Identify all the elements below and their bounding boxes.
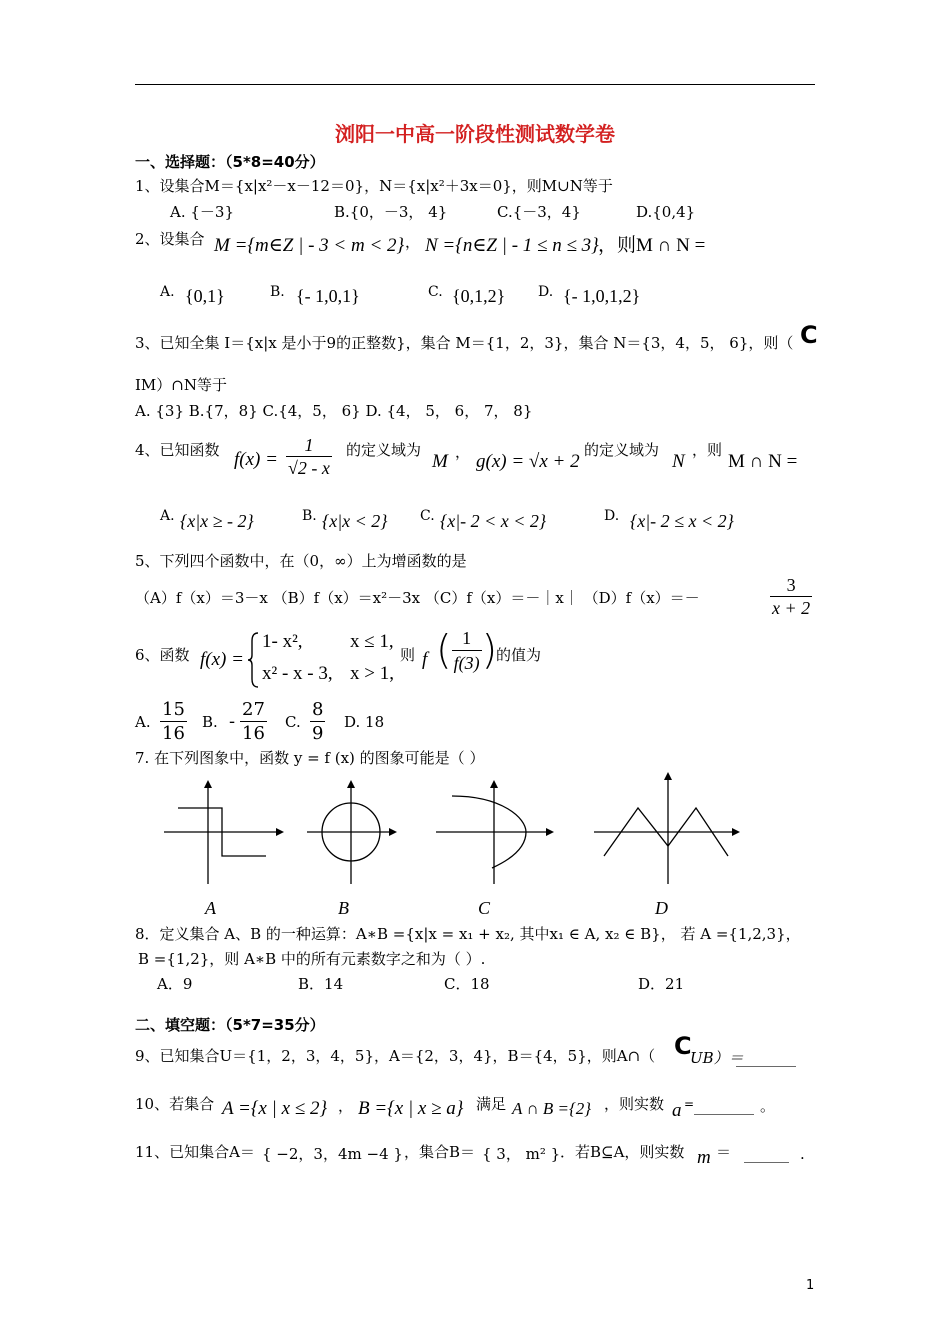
question-6-option-c-label: C. [285,713,301,731]
question-10-set-b: B ={x | x ≥ a} [358,1098,464,1119]
question-11-set-a: { −2，3，4m −4 } [262,1145,403,1163]
question-4-text-2: 的定义域为 [584,441,660,459]
question-9-tail: UB）＝ [690,1049,744,1067]
question-10-mid: 满足 [476,1095,507,1113]
question-6-then: 则 [400,646,416,664]
question-2-option-a: {0,1} [185,286,225,306]
question-2-tail: ，则M ∩ N = [598,235,706,256]
question-6-option-b-label: B. [202,713,218,731]
question-2-set-n: N ={n∈Z | - 1 ≤ n ≤ 3} [425,235,599,256]
complement-symbol: C [800,321,818,349]
question-6-outer-f: f [422,649,428,670]
question-9-stem: 9、已知集合U＝{1，2，3，4，5}，A＝{2，3，4}，B＝{4，5}，则A∩（ [135,1047,656,1065]
question-1-option-a: A. {－3} [170,203,234,221]
graph-c [434,780,559,885]
complement-symbol-q9: C [674,1032,692,1060]
question-3-options: A. {3} B.{7，8} C.{4，5， 6} D. {4， 5， 6， 7， 8} [135,402,533,420]
question-6-option-b-num: 27 [242,699,265,720]
question-6-lead: 6、函数 [135,646,190,664]
question-5-options: （A）f（x）＝3－x （B）f（x）＝x²－3x （C）f（x）＝－｜x｜ （D）f（x）＝－ [135,589,700,607]
question-10-intersection: A ∩ B ={2} [512,1099,592,1118]
question-6-option-b-den: 16 [242,723,265,744]
question-10-blank[interactable]: ________ [694,1097,754,1115]
question-6-f: f(x) = [200,649,244,670]
question-1-option-c: C.{－3，4} [497,203,581,221]
graph-d-label: D [655,898,668,918]
question-4-option-c: {x|- 2 < x < 2} [440,511,547,531]
question-1-option-d: D.{0,4} [636,203,696,221]
question-6-inner-denominator: f(3) [453,653,480,673]
question-8-stem: 8．定义集合 A、B 的一种运算：A∗B ={x|x = x₁ + x₂, 其中x₁ ∈ A, x₂ ∈ B}， 若 A ={1,2,3}， [135,925,801,943]
question-6-option-b-sign: - [229,711,236,732]
graph-b-label: B [338,898,349,918]
question-6-option-c-num: 8 [312,699,324,720]
question-4-option-b: {x|x < 2} [322,511,388,531]
question-2-option-c: {0,1,2} [452,286,506,306]
question-4-text-1: 的定义域为 [346,441,422,459]
question-6-brace [248,631,260,689]
question-10-variable: a [672,1100,682,1121]
question-5-denominator: x + 2 [772,598,811,618]
graph-a [160,780,285,885]
question-4-numerator: 1 [286,434,332,457]
question-9-blank[interactable]: ________ [736,1049,796,1067]
question-4-text-3: ，则 [692,441,723,459]
question-4-denominator: √2 - x [288,458,330,478]
graph-b [305,780,405,885]
question-6-option-a-num: 15 [162,699,185,720]
question-8-option-d: D．21 [638,975,685,993]
section-heading-choice: 一、选择题：（5*8=40分） [135,153,325,171]
question-5-stem: 5、下列四个函数中，在（0，∞）上为增函数的是 [135,552,467,570]
question-4-option-d-label: D. [604,508,620,524]
question-8-option-a: A．9 [157,975,193,993]
section-heading-fill-in: 二、填空题：（5*7=35分） [135,1016,325,1034]
question-2-option-b-label: B. [270,284,285,300]
question-4-option-b-label: B. [302,508,317,524]
question-6-option-a-den: 16 [162,723,185,744]
question-1-option-b: B.{0，－3， 4} [334,203,448,221]
question-5-option-d-fraction [770,574,812,619]
question-11-end: . [800,1145,805,1163]
question-2-option-c-label: C. [428,284,443,300]
question-4-option-a: {x|x ≥ - 2} [180,511,254,531]
question-3-line2: IM）∩N等于 [135,376,227,394]
question-6-condition-2: x > 1, [350,663,394,684]
question-10-lead: 10、若集合 [135,1095,215,1113]
question-2-option-a-label: A. [160,284,175,300]
question-10-set-a: A ={x | x ≤ 2} [222,1098,328,1119]
question-6-inner-fraction: ( $\frac{1}{f(3)}$ ) [436,627,498,674]
question-4-option-d: {x|- 2 ≤ x < 2} [630,511,734,531]
question-6-option-c [310,698,325,745]
question-2-option-d-label: D. [538,284,554,300]
question-4-fraction [286,434,332,479]
question-4-set-n: N [672,451,685,472]
question-6-inner-numerator: 1 [452,626,482,651]
question-10-comma: ， [338,1097,354,1115]
question-2-option-d: {- 1,0,1,2} [563,286,641,306]
question-6-option-a [160,698,187,745]
question-4-option-a-label: A. [160,508,175,524]
question-4-lead: 4、已知函数 [135,441,220,459]
question-11-lead: 11、已知集合A＝ [135,1143,255,1161]
question-11-tail: ．若B⊆A，则实数 [560,1143,685,1161]
question-2-option-b: {- 1,0,1} [296,286,360,306]
question-4-g: g(x) = √x + 2 [476,451,580,472]
question-4-f: f(x) = [234,449,278,470]
question-11-variable: m [697,1147,711,1168]
question-4-option-c-label: C. [420,508,435,524]
graph-d [592,772,744,887]
question-10-tail: ，则实数 [604,1095,665,1113]
header-rule [135,84,815,85]
question-5-numerator: 3 [770,574,812,597]
question-10-equals: = [684,1097,695,1111]
question-8-line2: B ={1,2}，则 A∗B 中的所有元素数字之和为（ ）. [138,950,486,968]
question-6-option-d: D. 18 [344,713,385,731]
question-2-set-m: M ={m∈Z | - 3 < m < 2} [214,235,405,256]
question-4-comma: ， [455,443,471,461]
question-6-condition-1: x ≤ 1, [350,631,394,652]
page-title: 浏阳一中高一阶段性测试数学卷 [335,122,615,146]
page-number: 1 [806,1278,815,1293]
graph-c-label: C [478,898,491,918]
question-11-set-b: { 3， m² } [482,1145,561,1163]
question-7-stem: 7. 在下列图象中，函数 y = f (x) 的图象可能是（ ） [135,749,485,767]
question-4-set-m: M [432,451,448,472]
question-6-option-c-den: 9 [312,723,324,744]
question-11-equals: ＝ [716,1143,732,1161]
question-3-stem: 3、已知全集 I＝{x|x 是小于9的正整数}，集合 M＝{1，2，3}，集合 N＝{3，4，5， 6}，则（ [135,334,794,352]
question-8-option-b: B．14 [298,975,344,993]
question-2-comma: ， [405,233,421,251]
question-11-blank[interactable]: ______ [744,1145,789,1163]
question-4-tail: M ∩ N = [728,451,798,472]
question-6-case-2: x² - x - 3, [262,663,333,684]
question-2-lead: 2、设集合 [135,230,205,248]
graph-a-label: A [205,898,216,918]
question-10-end: 。 [760,1097,776,1115]
question-6-option-a-label: A. [135,713,151,731]
question-8-option-c: C．18 [444,975,490,993]
question-6-case-1: 1- x², [262,631,303,652]
question-6-tail: 的值为 [496,646,542,664]
question-1-stem: 1、设集合M＝{x|x²－x－12＝0}，N＝{x|x²＋3x＝0}，则M∪N等于 [135,177,613,195]
question-11-mid: ，集合B＝ [404,1143,476,1161]
question-6-option-b [240,698,267,745]
